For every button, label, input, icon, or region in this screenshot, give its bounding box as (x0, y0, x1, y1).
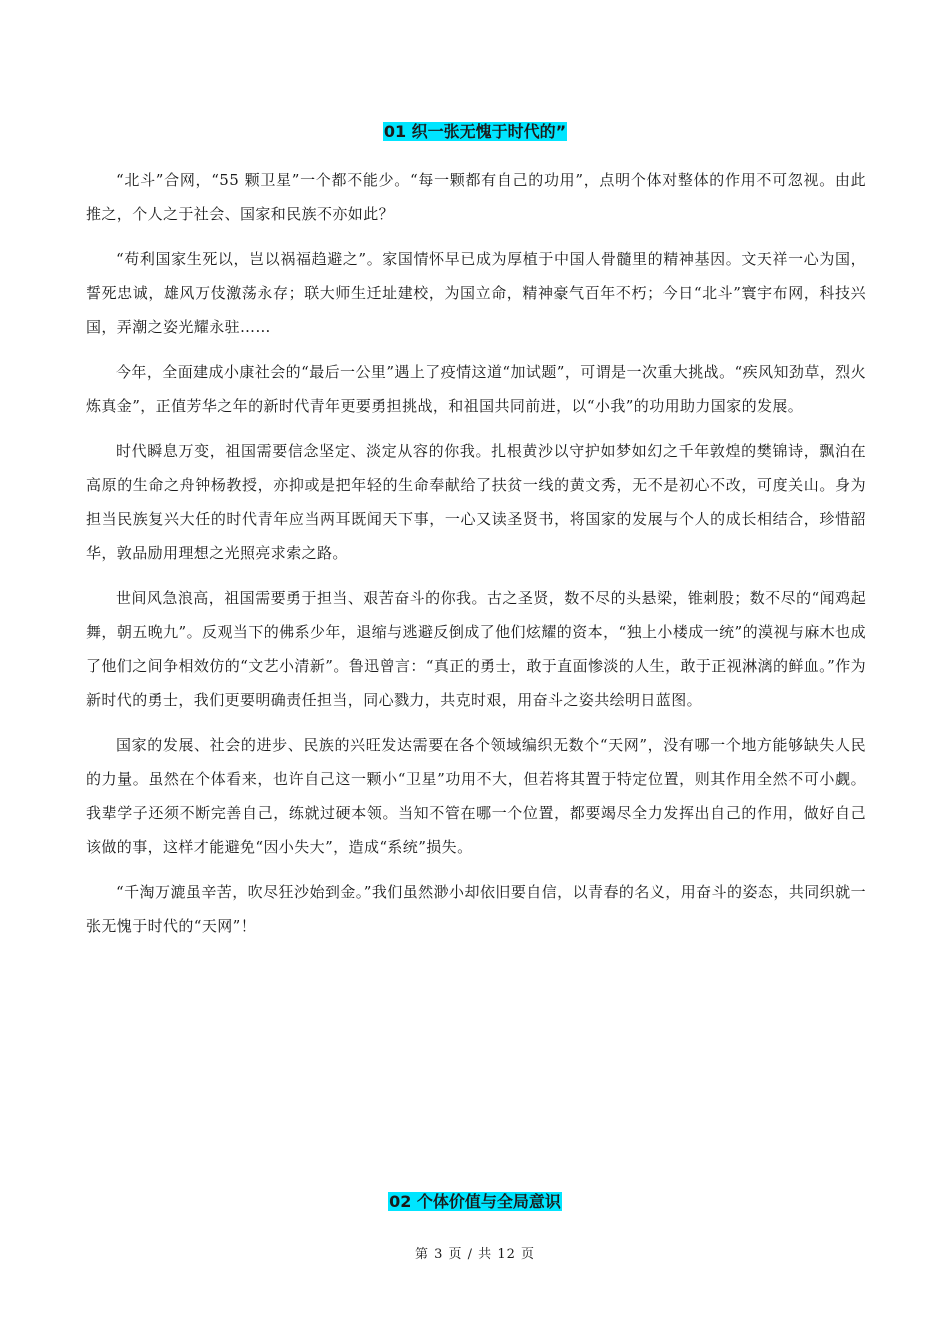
paragraph-3: 今年，全面建成小康社会的“最后一公里”遇上了疫情这道“加试题”，可谓是一次重大挑战。“疾风知劲草，烈火炼真金”，正值芳华之年的新时代青年更要勇担挑战，和祖国共同前进，以“小我”的功用助力国家的发展。 (86, 363, 866, 415)
paragraph-2: “苟利国家生死以，岂以祸福趋避之”。家国情怀早已成为厚植于中国人骨髓里的精神基因。文天祥一心为国，誓死忠诚，雄风万伎激荡永存；联大师生迁址建校，为国立命，精神豪气百年不朽；今日“北斗”寰宇布网，科技兴国，弄潮之姿光耀永驻…… (86, 250, 866, 336)
page-footer: 第 3 页 / 共 12 页 (415, 1247, 535, 1262)
essay-body (86, 163, 866, 954)
section-heading-01-text: 01 织一张无愧于时代的” (383, 122, 567, 141)
paragraph-6: 国家的发展、社会的进步、民族的兴旺发达需要在各个领域编织无数个“天网”，没有哪一个地方能够缺失人民的力量。虽然在个体看来，也许自己这一颗小“卫星”功用不大，但若将其置于特定位置，则其作用全然不可小觑。我辈学子还须不断完善自己，练就过硬本领。当知不管在哪一个位置，都要竭尽全力发挥出自己的作用，做好自己该做的事，这样才能避免“因小失大”，造成“系统”损失。 (86, 736, 866, 856)
section-heading-02-text: 02 个体价值与全局意识 (389, 1192, 561, 1211)
paragraph-7: “千淘万漉虽辛苦，吹尽狂沙始到金。”我们虽然渺小却依旧要自信，以青春的名义，用奋斗的姿态，共同织就一张无愧于时代的“天网”！ (86, 883, 866, 935)
paragraph-4: 时代瞬息万变，祖国需要信念坚定、淡定从容的你我。扎根黄沙以守护如梦如幻之千年敦煌的樊锦诗，飘泊在高原的生命之舟钟杨教授，亦抑或是把年轻的生命奉献给了扶贫一线的黄文秀，无不是初心不改，可度关山。身为担当民族复兴大任的时代青年应当两耳既闻天下事，一心又读圣贤书，将国家的发展与个人的成长相结合，珍惜韶华，敦品励用理想之光照亮求索之路。 (86, 442, 866, 562)
paragraph-1: “北斗”合网，“55 颗卫星”一个都不能少。“每一颗都有自己的功用”，点明个体对整体的作用不可忽视。由此推之，个人之于社会、国家和民族不亦如此？ (86, 171, 866, 223)
section-heading-02 (0, 1191, 950, 1213)
section-heading-01 (0, 121, 950, 143)
paragraph-5: 世间风急浪高，祖国需要勇于担当、艰苦奋斗的你我。古之圣贤，数不尽的头悬梁，锥刺股；数不尽的“闻鸡起舞，朝五晚九”。反观当下的佛系少年，退缩与逃避反倒成了他们炫耀的资本，“独上小楼成一统”的漠视与麻木也成了他们之间争相效仿的“文艺小清新”。鲁迅曾言：“真正的勇士，敢于直面惨淡的人生，敢于正视淋漓的鲜血。”作为新时代的勇士，我们更要明确责任担当，同心戮力，共克时艰，用奋斗之姿共绘明日蓝图。 (86, 589, 866, 709)
